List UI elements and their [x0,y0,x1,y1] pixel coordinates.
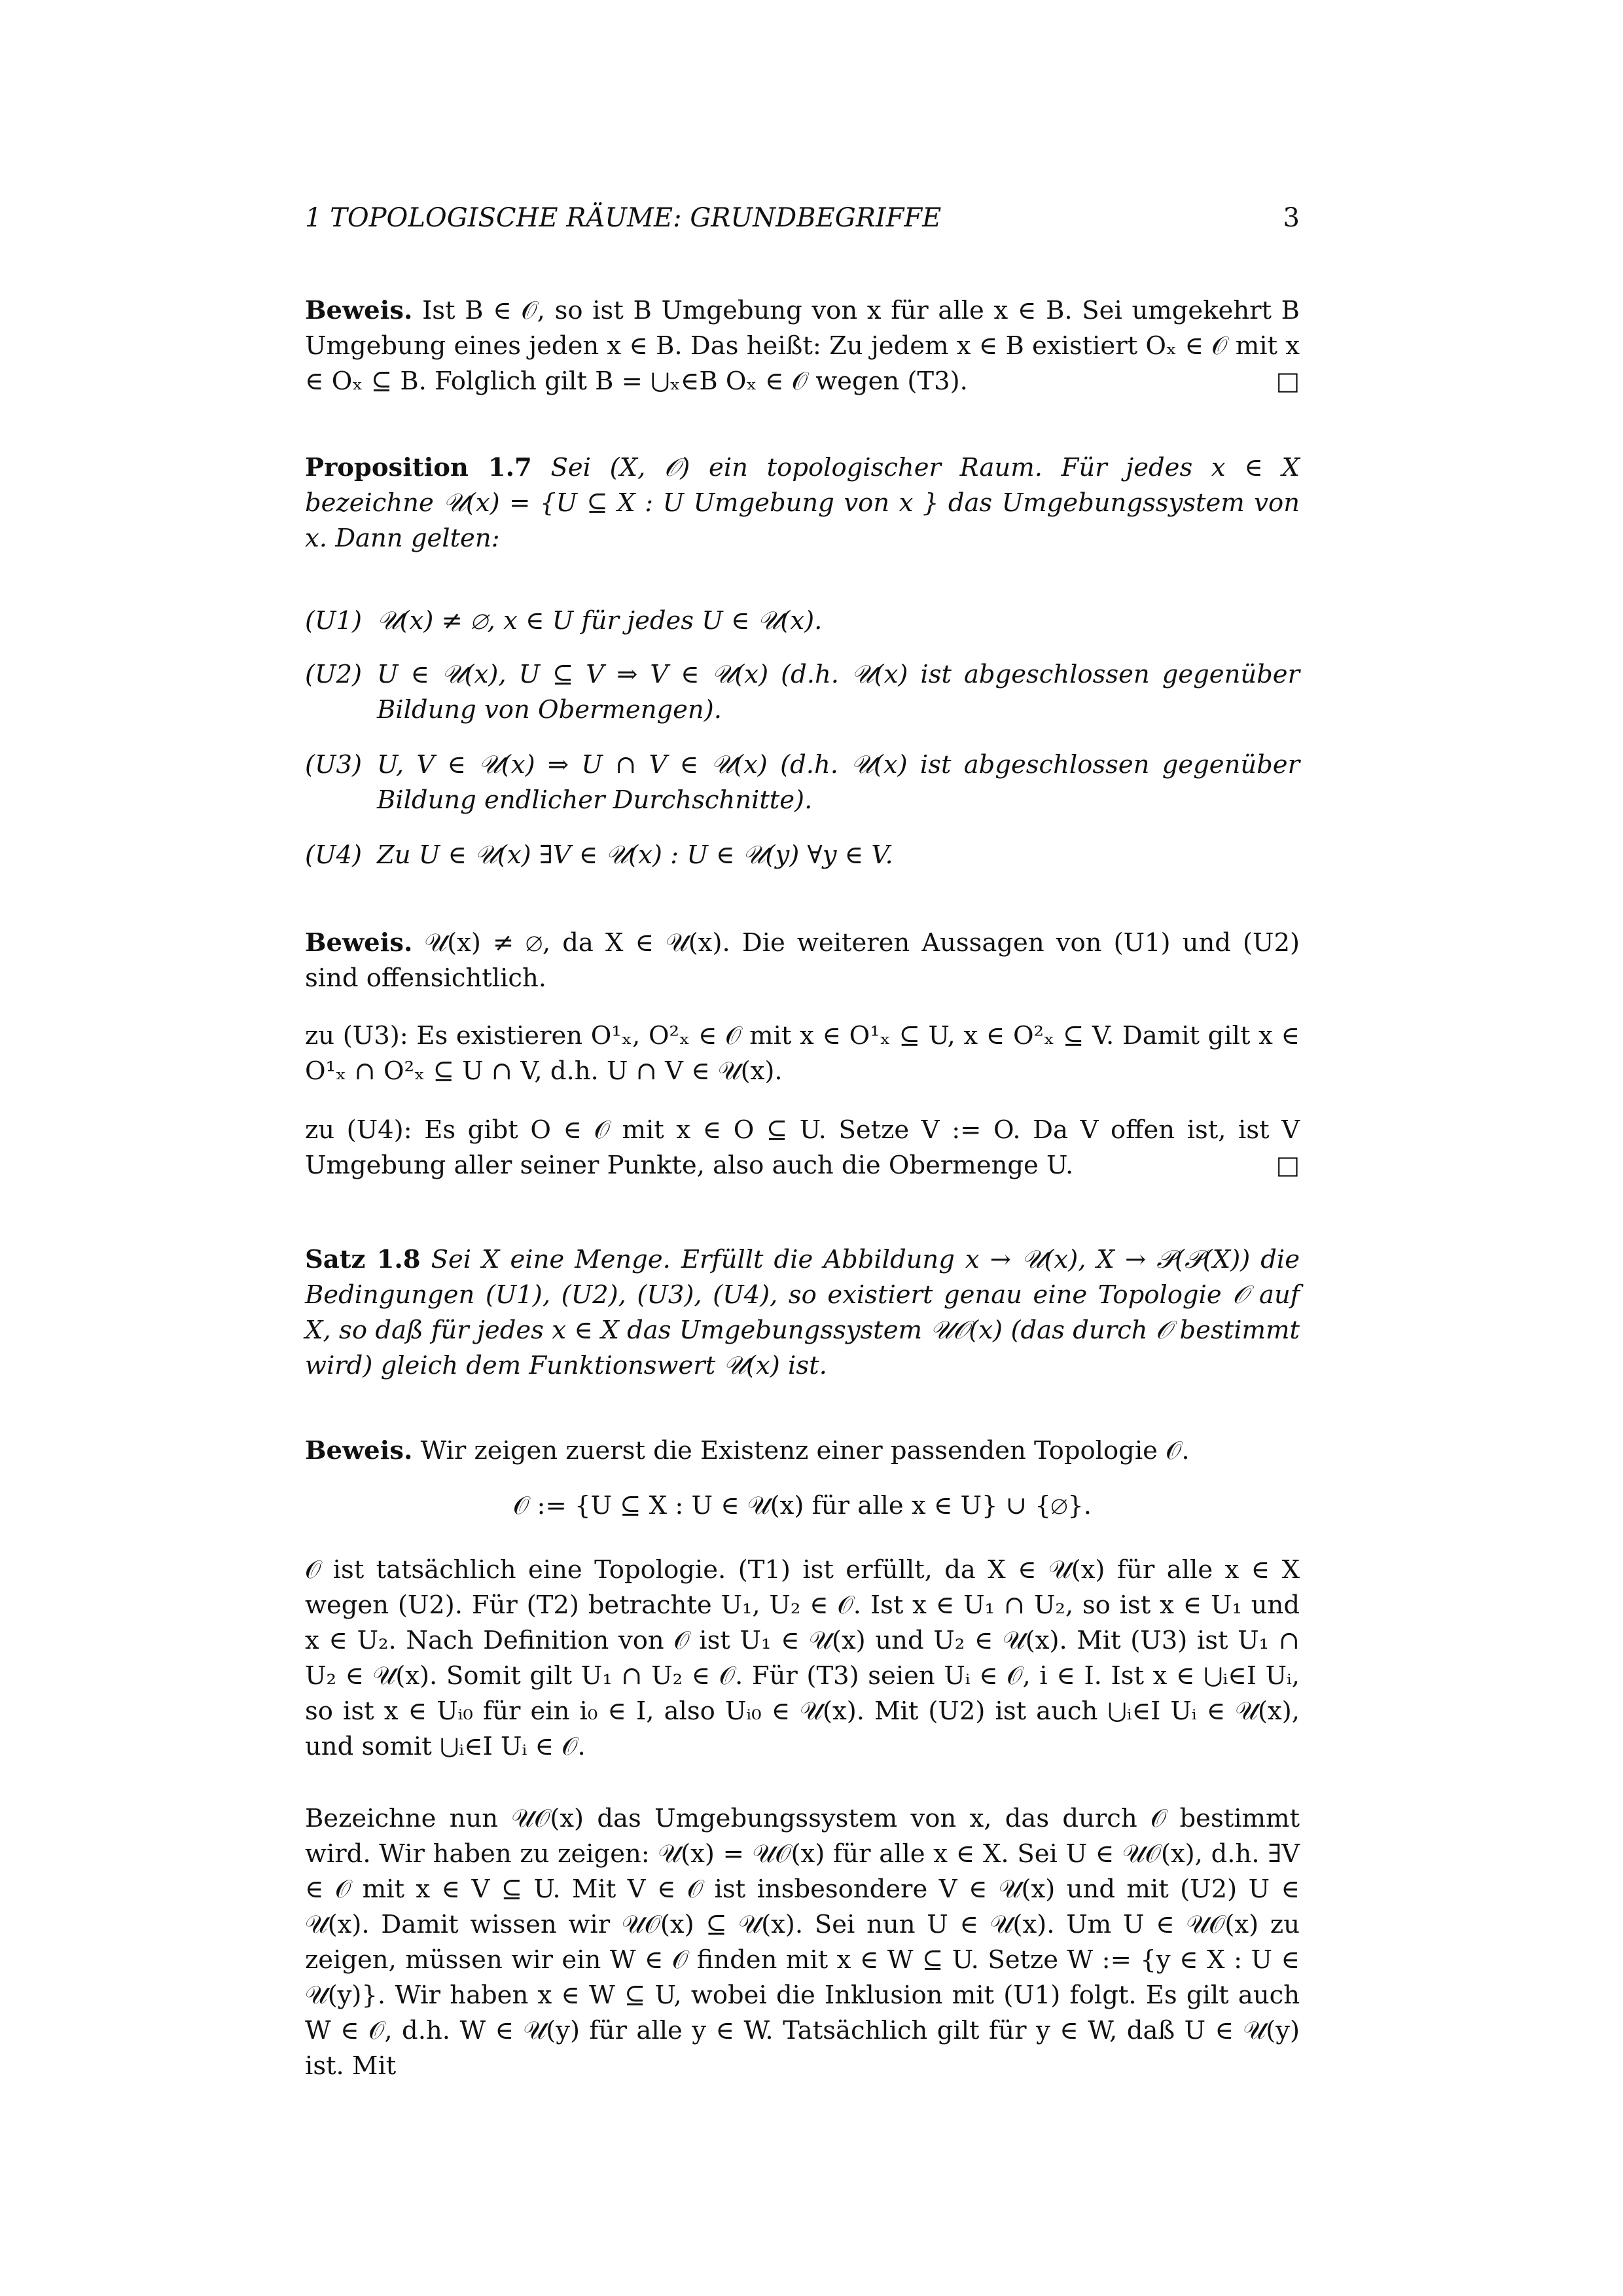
proof-heading: Beweis. [305,296,413,325]
axiom-text: 𝒰(x) ≠ ∅, x ∈ U für jedes U ∈ 𝒰(x). [377,606,823,636]
proof-text: Wir zeigen zuerst die Existenz einer passenden Topologie 𝒪. [420,1436,1190,1465]
topology-definition-formula [305,1488,1300,1524]
satz-1-8 [305,1242,1300,1384]
axiom-label: (U4) [305,840,362,870]
axiom-text: Zu U ∈ 𝒰(x) ∃V ∈ 𝒰(x) : U ∈ 𝒰(y) ∀y ∈ V. [377,840,893,870]
proof-3-p2 [305,1801,1300,2084]
axiom-u2 [305,657,1300,728]
chapter-title: 1 TOPOLOGISCHE RÄUME: GRUNDBEGRIFFE [305,203,942,233]
proposition-1-7 [305,450,1300,556]
axiom-u4 [305,838,1300,873]
proof-text: Bezeichne nun 𝒰𝒪(x) das Umgebungssystem von x, das durch 𝒪 bestimmt wird. Wir haben zu zeigen: 𝒰(x) = 𝒰𝒪(x) für alle x ∈ X. Sei U ∈ 𝒰𝒪(x), d.h. ∃V ∈ 𝒪 mit x ∈ V ⊆ U. Mit V ∈ 𝒪 ist insbesondere V ∈ 𝒰(x) und mit (U2) U ∈ 𝒰(x). Damit wissen wir 𝒰𝒪(x) ⊆ 𝒰(x). Sei nun U ∈ 𝒰(x). Um U ∈ 𝒰𝒪(x) zu zeigen, müssen wir ein W ∈ 𝒪 finden mit x ∈ W ⊆ U. Setze W := {y ∈ X : U ∈ 𝒰(y)}. Wir haben x ∈ W ⊆ U, wobei die Inklusion mit (U1) folgt. Es gilt auch W ∈ 𝒪, d.h. W ∈ 𝒰(y) für alle y ∈ W. Tatsächlich gilt für y ∈ W, daß U ∈ 𝒰(y) ist. Mit [305,1804,1300,2081]
display-formula: 𝒪 := {U ⊆ X : U ∈ 𝒰(x) für alle x ∈ U} ∪ {∅}. [513,1491,1092,1520]
proof-3-intro [305,1433,1300,1469]
page-number: 3 [1283,203,1300,233]
proof-text: 𝒰(x) ≠ ∅, da X ∈ 𝒰(x). Die weiteren Aussagen von (U1) und (U2) sind offensichtlich. [305,928,1300,993]
proof-3-p1 [305,1552,1300,1765]
proof-text: zu (U4): Es gibt O ∈ 𝒪 mit x ∈ O ⊆ U. Setze V := O. Da V offen ist, ist V Umgebung aller seiner Punkte, also auch die Obermenge U. [305,1115,1300,1180]
axiom-u3 [305,747,1300,818]
theorem-heading: Satz 1.8 [305,1245,421,1274]
proof-text: Ist B ∈ 𝒪, so ist B Umgebung von x für alle x ∈ B. Sei umgekehrt B Umgebung eines jeden x ∈ B. Das heißt: Zu jedem x ∈ B existiert Oₓ ∈ 𝒪 mit x ∈ Oₓ ⊆ B. Folglich gilt B = ⋃ₓ∈B Oₓ ∈ 𝒪 wegen (T3). [305,296,1300,396]
axiom-u1 [305,603,1300,639]
axiom-label: (U2) [305,660,362,689]
qed-symbol: □ [1275,1151,1300,1180]
axiom-text: U, V ∈ 𝒰(x) ⇒ U ∩ V ∈ 𝒰(x) (d.h. 𝒰(x) ist abgeschlossen gegenüber Bildung endlicher Durchschnitte). [377,750,1300,815]
proposition-heading: Proposition 1.7 [305,453,532,482]
proof-1 [305,293,1300,399]
proof-2-p3 [305,1113,1300,1183]
proof-text: 𝒪 ist tatsächlich eine Topologie. (T1) ist erfüllt, da X ∈ 𝒰(x) für alle x ∈ X wegen (U2). Für (T2) betrachte U₁, U₂ ∈ 𝒪. Ist x ∈ U₁ ∩ U₂, so ist x ∈ U₁ und x ∈ U₂. Nach Definition von 𝒪 ist U₁ ∈ 𝒰(x) und U₂ ∈ 𝒰(x). Mit (U3) ist U₁ ∩ U₂ ∈ 𝒰(x). Somit gilt U₁ ∩ U₂ ∈ 𝒪. Für (T3) seien Uᵢ ∈ 𝒪, i ∈ I. Ist x ∈ ⋃ᵢ∈I Uᵢ, so ist x ∈ Uᵢ₀ für ein i₀ ∈ I, also Uᵢ₀ ∈ 𝒰(x). Mit (U2) ist auch ⋃ᵢ∈I Uᵢ ∈ 𝒰(x), und somit ⋃ᵢ∈I Uᵢ ∈ 𝒪. [305,1555,1300,1761]
axiom-label: (U1) [305,606,362,636]
proof-heading: Beweis. [305,928,413,958]
axiom-label: (U3) [305,750,362,780]
running-header [305,203,1300,233]
proof-2-p1 [305,925,1300,996]
theorem-text: Sei X eine Menge. Erfüllt die Abbildung x → 𝒰(x), X → 𝒫(𝒫(X)) die Bedingungen (U1), (U2), (U3), (U4), so existiert genau eine Topologie 𝒪 auf X, so daß für jedes x ∈ X das Umgebungssystem 𝒰𝒪(x) (das durch 𝒪 bestimmt wird) gleich dem Funktionswert 𝒰(x) ist. [305,1245,1300,1380]
proposition-text: Sei (X, 𝒪) ein topologischer Raum. Für jedes x ∈ X bezeichne 𝒰(x) = {U ⊆ X : U Umgebung von x } das Umgebungssystem von x. Dann gelten: [305,453,1300,553]
proof-heading: Beweis. [305,1436,413,1465]
proof-2-p2 [305,1018,1300,1089]
axiom-text: U ∈ 𝒰(x), U ⊆ V ⇒ V ∈ 𝒰(x) (d.h. 𝒰(x) ist abgeschlossen gegenüber Bildung von Obermengen). [377,660,1300,725]
proof-text: zu (U3): Es existieren O¹ₓ, O²ₓ ∈ 𝒪 mit x ∈ O¹ₓ ⊆ U, x ∈ O²ₓ ⊆ V. Damit gilt x ∈ O¹ₓ ∩ O²ₓ ⊆ U ∩ V, d.h. U ∩ V ∈ 𝒰(x). [305,1021,1300,1086]
qed-symbol: □ [1275,367,1300,396]
